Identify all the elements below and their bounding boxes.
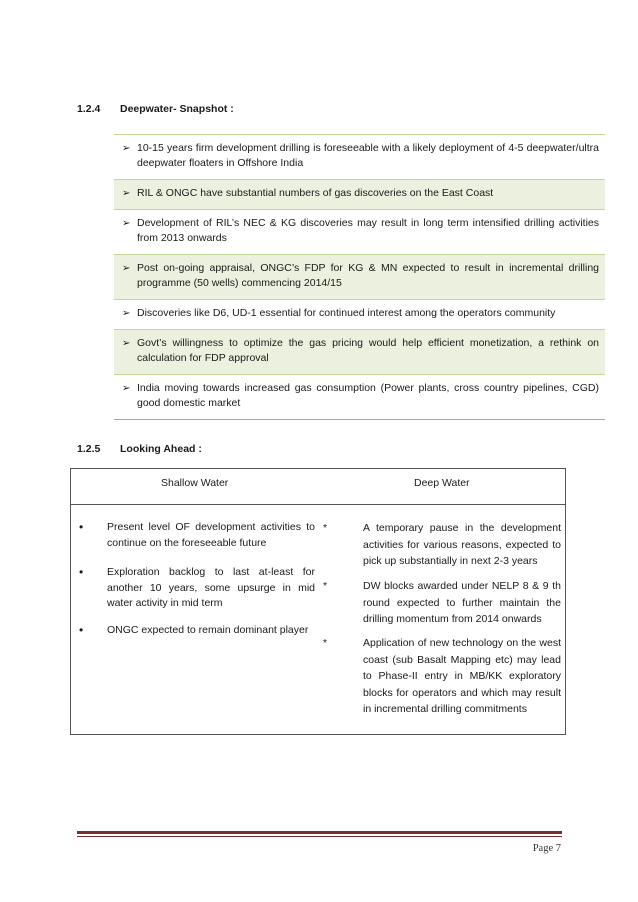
- snapshot-item: [114, 254, 605, 299]
- shallow-item-text: Present level OF development activities to continue on the foreseeable future: [107, 521, 315, 549]
- arrow-bullet-icon: ➢: [122, 218, 131, 229]
- section-heading-1-2-5: [77, 443, 202, 455]
- snapshot-item-text: India moving towards increased gas consumption (Power plants, cross country pipelines, CGD) good domestic market: [137, 382, 599, 409]
- deep-water-heading: Deep Water: [414, 477, 470, 489]
- snapshot-item: [114, 134, 605, 179]
- snapshot-item-text: RIL & ONGC have substantial numbers of gas discoveries on the East Coast: [137, 187, 494, 199]
- shallow-item: [71, 520, 315, 551]
- shallow-item-text: Exploration backlog to last at-least for another 10 years, some upsurge in mid water activity in mid term: [107, 566, 315, 609]
- shallow-item: [71, 623, 315, 639]
- snapshot-item-text: Discoveries like D6, UD-1 essential for continued interest among the operators community: [137, 307, 556, 319]
- page-number: Page 7: [532, 843, 561, 854]
- star-bullet-icon: *: [323, 580, 328, 592]
- deep-item-text: DW blocks awarded under NELP 8 & 9 th round expected to further maintain the drilling momentum from 2014 onwards: [363, 580, 561, 625]
- dot-bullet-icon: •: [79, 520, 84, 534]
- snapshot-item-text: 10-15 years firm development drilling is foreseeable with a likely deployment of 4-5 deepwater/ultra deepwater floaters in Offshore India: [137, 142, 599, 169]
- arrow-bullet-icon: ➢: [122, 383, 131, 394]
- dot-bullet-icon: •: [79, 565, 84, 579]
- deep-item: [323, 520, 561, 570]
- section-title: Looking Ahead :: [120, 443, 202, 455]
- snapshot-item: [114, 179, 605, 209]
- shallow-item-text: ONGC expected to remain dominant player: [107, 624, 309, 636]
- snapshot-item: [114, 209, 605, 254]
- section-number: 1.2.4: [77, 103, 101, 115]
- footer-rule-thick: [77, 831, 562, 834]
- deep-item: [323, 578, 561, 628]
- arrow-bullet-icon: ➢: [122, 143, 131, 154]
- looking-ahead-table: [70, 468, 566, 735]
- star-bullet-icon: *: [323, 637, 328, 649]
- arrow-bullet-icon: ➢: [122, 338, 131, 349]
- snapshot-list: [114, 134, 605, 420]
- deep-item-text: Application of new technology on the west coast (sub Basalt Mapping etc) may lead to Phase-II entry in MB/KK exploratory blocks for operators and which may result in incremental drilling commitments: [363, 637, 561, 715]
- table-header: [71, 469, 565, 505]
- snapshot-item-text: Govt’s willingness to optimize the gas pricing would help efficient monetization, a rethink on calculation for FDP approval: [137, 337, 599, 364]
- snapshot-item-text: Post on-going appraisal, ONGC’s FDP for KG & MN expected to result in incremental drilling programme (50 wells) commencing 2014/15: [137, 262, 599, 289]
- deep-item: [323, 635, 561, 718]
- snapshot-item: [114, 374, 605, 419]
- footer-rule-thin: [77, 836, 562, 837]
- section-title: Deepwater- Snapshot :: [120, 103, 234, 115]
- arrow-bullet-icon: ➢: [122, 308, 131, 319]
- deep-item-text: A temporary pause in the development activities for various reasons, expected to pick up substantially in next 2-3 years: [363, 522, 561, 567]
- snapshot-item-text: Development of RIL’s NEC & KG discoveries may result in long term intensified drilling activities from 2013 onwards: [137, 217, 599, 244]
- snapshot-item: [114, 299, 605, 329]
- star-bullet-icon: *: [323, 522, 328, 534]
- arrow-bullet-icon: ➢: [122, 188, 131, 199]
- shallow-item: [71, 565, 315, 612]
- section-heading-1-2-4: [77, 103, 234, 115]
- arrow-bullet-icon: ➢: [122, 263, 131, 274]
- section-number: 1.2.5: [77, 443, 101, 455]
- dot-bullet-icon: •: [79, 623, 84, 637]
- snapshot-item: [114, 329, 605, 374]
- shallow-water-heading: Shallow Water: [161, 477, 229, 489]
